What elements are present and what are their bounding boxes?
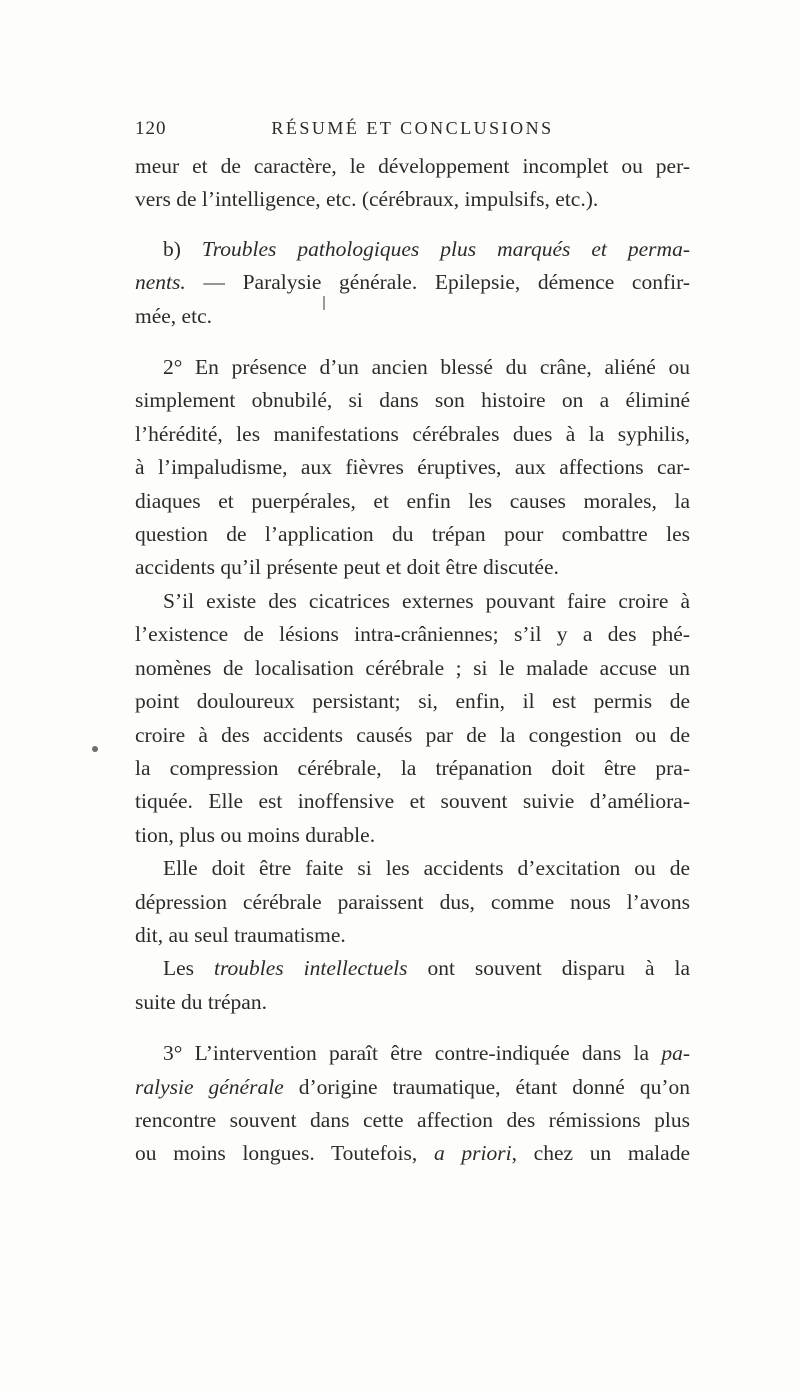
page-number: 120 — [135, 118, 167, 139]
text-line: vers de l’intelligence, etc. (cérébraux, impulsifs, etc.). — [135, 187, 599, 212]
text-line: 3° L’intervention paraît être contre-indiquée dans la pa- — [163, 1041, 690, 1066]
running-title: RÉSUMÉ ET CONCLUSIONS — [271, 118, 554, 138]
text-line: dépression cérébrale paraissent dus, comme nous l’avons — [135, 889, 690, 914]
text-line: suite du trépan. — [135, 989, 267, 1014]
text-line: point douloureux persistant; si, enfin, il est permis de — [135, 689, 690, 714]
paragraph-3 — [135, 1037, 690, 1171]
text-line: la compression cérébrale, la trépanation doit être pra- — [135, 755, 690, 780]
paragraph-2 — [135, 351, 690, 585]
text-line: tiquée. Elle est inoffensive et souvent suivie d’améliora- — [135, 789, 690, 814]
text-line: 2° En présence d’un ancien blessé du crâne, aliéné ou — [163, 355, 690, 380]
text-line: tion, plus ou moins durable. — [135, 822, 376, 847]
text-line: l’hérédité, les manifestations cérébrales dues à la syphilis, — [135, 421, 690, 446]
text-line: mée, etc. — [135, 303, 212, 328]
body-text — [135, 150, 690, 1171]
text-line: l’existence de lésions intra-crâniennes; s’il y a des phé- — [135, 622, 690, 647]
text-line: Elle doit être faite si les accidents d’excitation ou de — [163, 856, 690, 881]
text-line: diaques et puerpérales, et enfin les causes morales, la — [135, 488, 690, 513]
margin-mark — [92, 746, 98, 752]
text-line: ou moins longues. Toutefois, a priori, chez un malade — [135, 1141, 690, 1166]
text-line: dit, au seul traumatisme. — [135, 922, 346, 947]
text-line — [135, 233, 690, 266]
text-line: accidents qu’il présente peut et doit être discutée. — [135, 555, 559, 580]
text-line: Les troubles intellectuels ont souvent disparu à la — [163, 956, 690, 981]
paragraph-excitation — [135, 852, 690, 952]
text-line: question de l’application du trépan pour combattre les — [135, 522, 690, 547]
section-heading: Troubles pathologiques plus marqués et perma- — [201, 236, 690, 261]
emphasis: pa- — [661, 1041, 690, 1066]
paragraph-continuation — [135, 150, 690, 217]
text-line: croire à des accidents causés par de la congestion ou de — [135, 722, 690, 747]
text-line: nents. — Paralysie générale. Epilepsie, démence confir- — [135, 270, 690, 295]
paragraph-troubles-intellectuels — [135, 952, 690, 1019]
text-line: meur et de caractère, le développement incomplet ou per- — [135, 154, 690, 178]
running-header — [135, 118, 690, 148]
text-line: simplement obnubilé, si dans son histoire on a éliminé — [135, 388, 690, 413]
text-line: nomènes de localisation cérébrale ; si le malade accuse un — [135, 655, 690, 680]
text-line: ralysie générale d’origine traumatique, étant donné qu’on — [135, 1074, 690, 1099]
emphasis: a priori — [433, 1141, 512, 1166]
emphasis: troubles intellectuels — [214, 956, 408, 981]
text-line: S’il existe des cicatrices externes pouvant faire croire à — [163, 588, 690, 613]
paragraph-cicatrices — [135, 585, 690, 852]
section-heading-cont: nents. — [135, 270, 186, 295]
text-line: à l’impaludisme, aux fièvres éruptives, aux affections car- — [135, 455, 690, 480]
text-line: rencontre souvent dans cette affection des rémissions plus — [135, 1107, 690, 1132]
emphasis: ralysie générale — [135, 1074, 284, 1099]
item-marker: b) — [163, 236, 202, 261]
paragraph-b-troubles — [135, 233, 690, 333]
